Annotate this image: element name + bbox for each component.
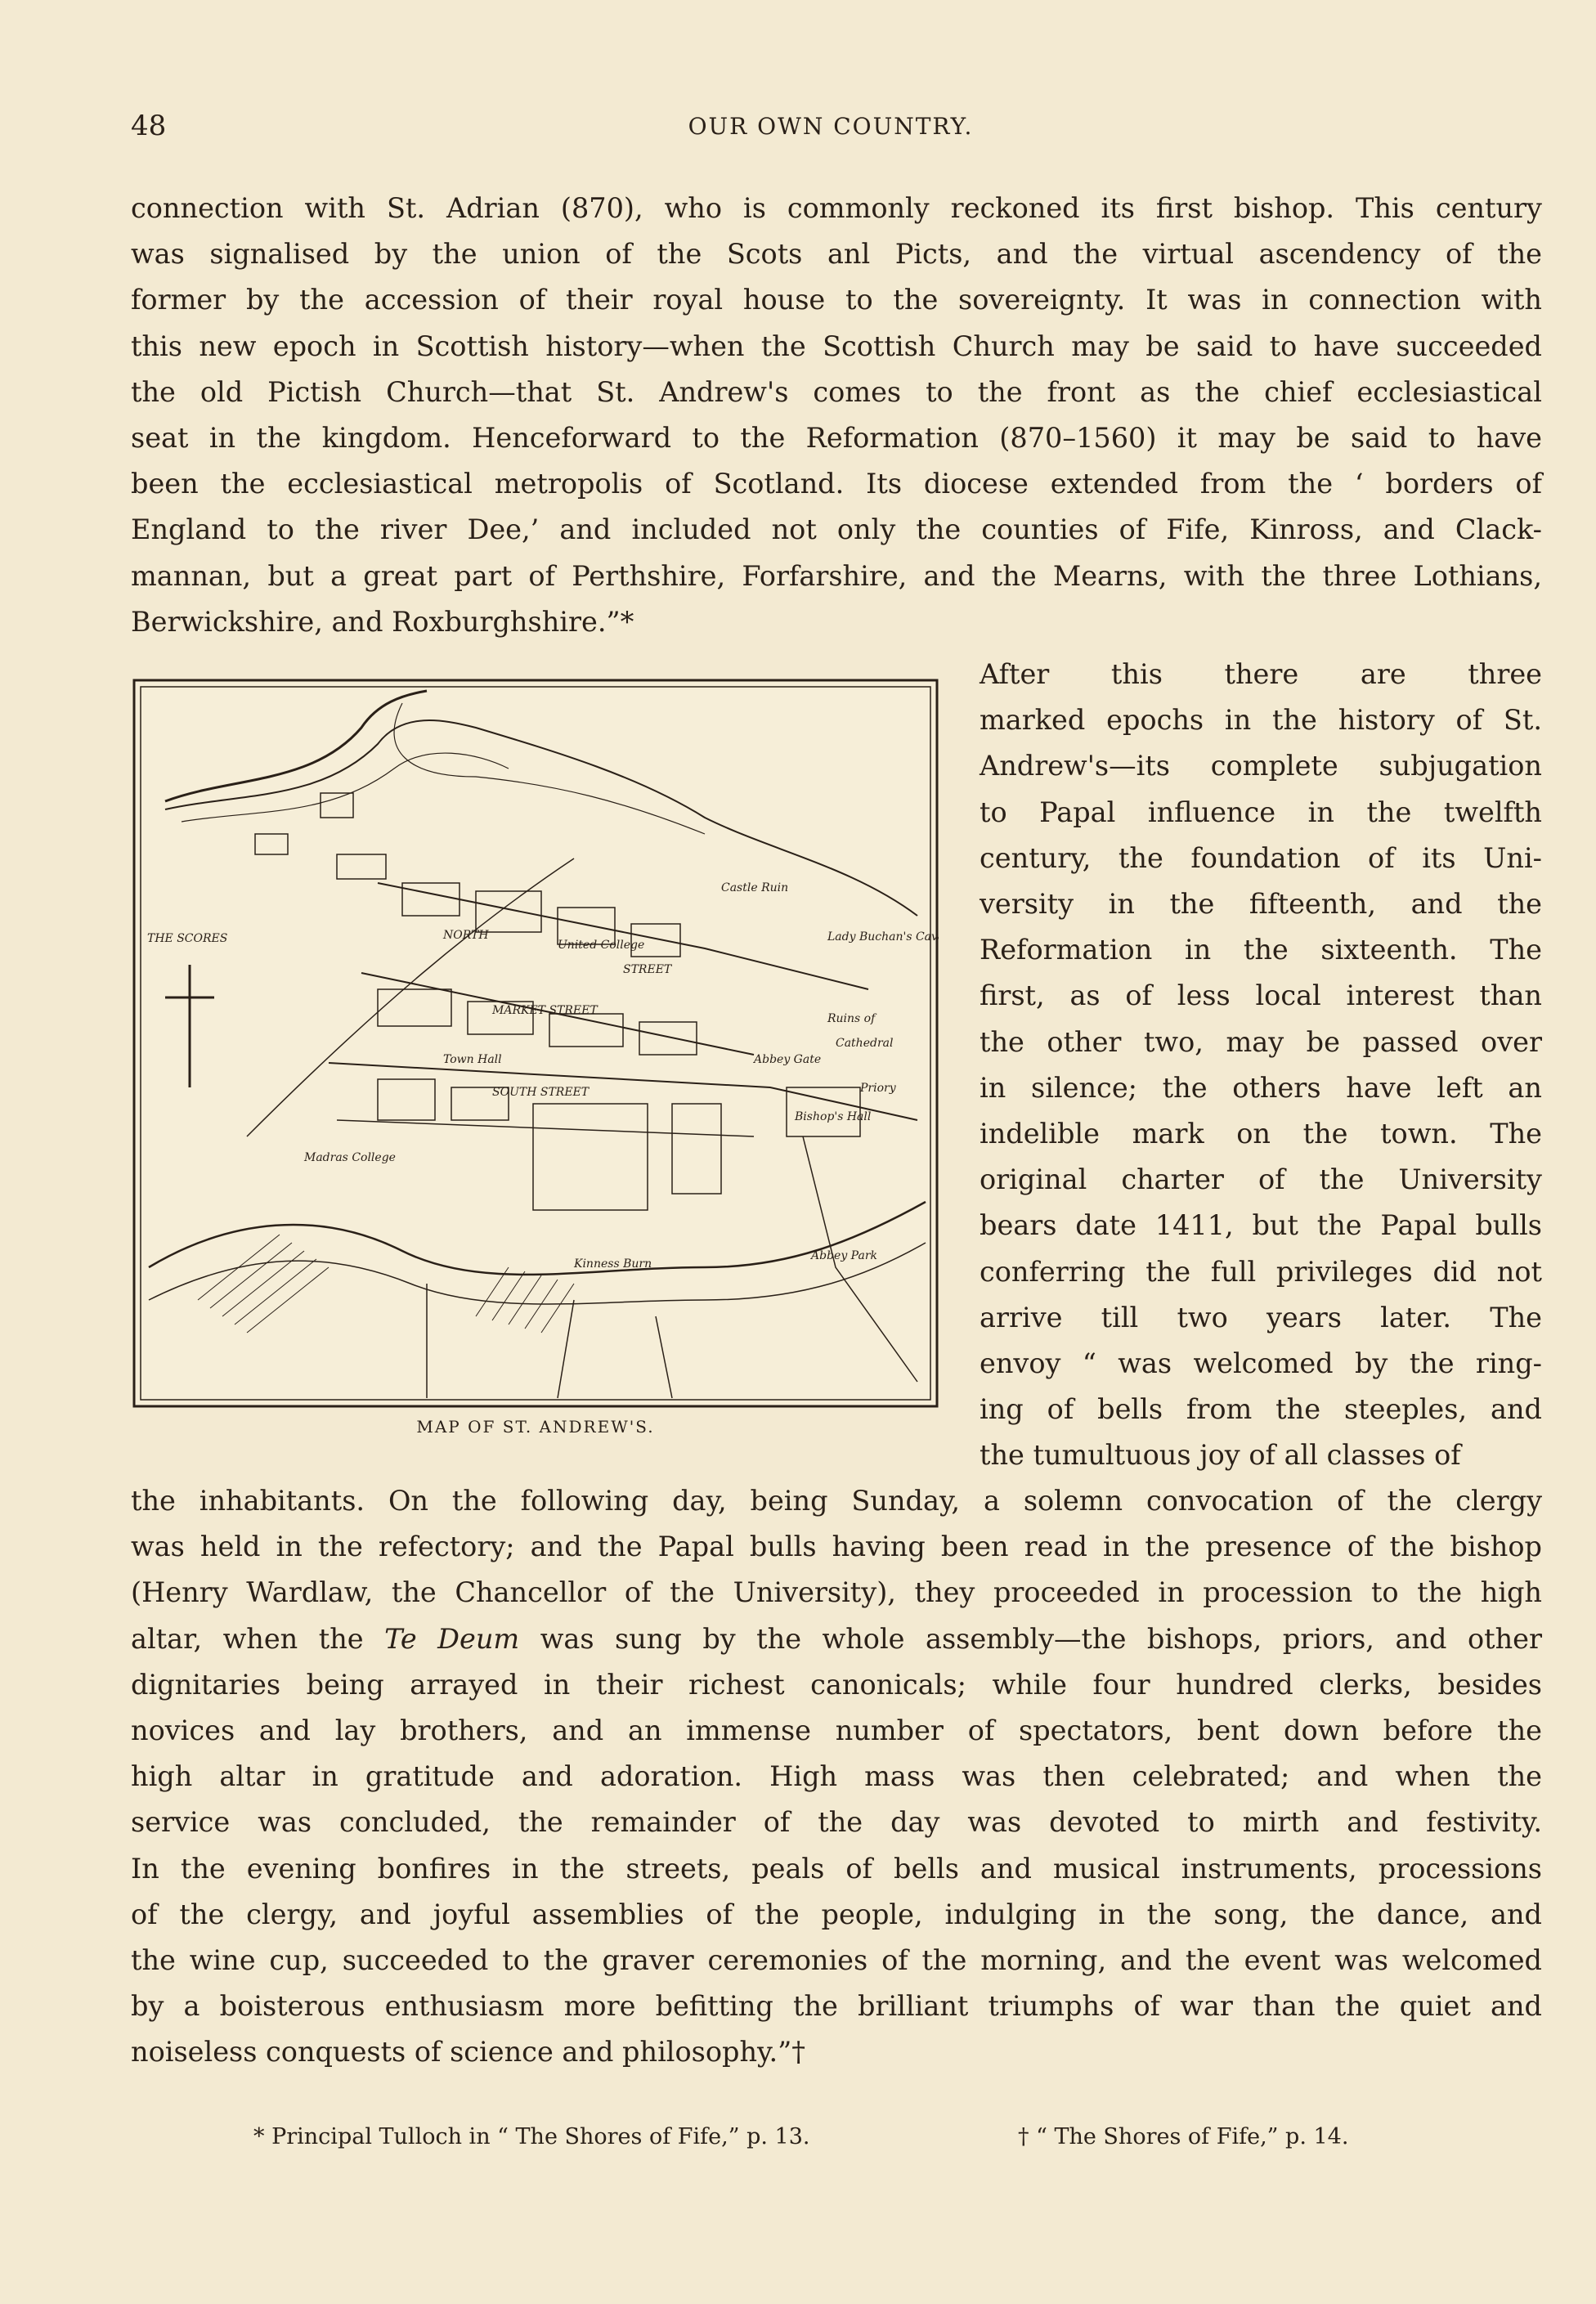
text-line: by a boisterous enthusiasm more befitting the brilliant triumphs of war than the quiet and bbox=[131, 1990, 1542, 2023]
label-kinness-burn: Kinness Burn bbox=[574, 1257, 652, 1271]
te-deum-after: was sung by the whole assembly—the bishops, priors, and other bbox=[519, 1622, 1542, 1655]
text-line: of the clergy, and joyful assemblies of the people, indulging in the song, the dance, and bbox=[131, 1898, 1542, 1930]
text-line: marked epochs in the history of St. bbox=[980, 704, 1542, 737]
text-line: the tumultuous joy of all classes of bbox=[980, 1439, 1461, 1472]
text-line: seat in the kingdom. Henceforward to the Reformation (870–1560) it may be said to have bbox=[131, 422, 1542, 454]
label-south-street: SOUTH STREET bbox=[492, 1086, 590, 1099]
text-line: original charter of the University bbox=[980, 1163, 1542, 1196]
te-deum-before: altar, when the bbox=[131, 1622, 385, 1655]
label-bishops-hall: Bishop's Hall bbox=[795, 1110, 872, 1123]
label-abbey-park: Abbey Park bbox=[811, 1249, 877, 1262]
text-line: in silence; the others have left an bbox=[980, 1071, 1542, 1104]
text-line: envoy “ was welcomed by the ring- bbox=[980, 1347, 1542, 1379]
label-castle: Castle Ruin bbox=[721, 881, 789, 894]
text-line: bears date 1411, but the Papal bulls bbox=[980, 1209, 1542, 1242]
text-line: noiseless conquests of science and philosophy.”† bbox=[131, 2036, 806, 2069]
text-line: this new epoch in Scottish history—when the Scottish Church may be said to have succeeded bbox=[131, 329, 1542, 362]
page-number: 48 bbox=[131, 110, 167, 142]
text-line: (Henry Wardlaw, the Chancellor of the University), they proceeded in procession to the high bbox=[131, 1576, 1542, 1609]
map-illustration bbox=[132, 679, 939, 1408]
label-madras-college: Madras College bbox=[304, 1151, 396, 1164]
running-title: OUR OWN COUNTRY. bbox=[688, 113, 974, 140]
text-line: connection with St. Adrian (870), who is commonly reckoned its first bishop. This century bbox=[131, 192, 1542, 224]
text-line: novices and lay brothers, and an immense number of spectators, bent down before the bbox=[131, 1715, 1542, 1746]
text-line: ing of bells from the steeples, and bbox=[980, 1393, 1542, 1426]
footnote-1: * Principal Tulloch in “ The Shores of Fife,” p. 13. bbox=[253, 2124, 810, 2149]
text-line: service was concluded, the remainder of the day was devoted to mirth and festivity. bbox=[131, 1806, 1542, 1839]
text-line: was signalised by the union of the Scots anl Picts, and the virtual ascendency of the bbox=[131, 238, 1542, 271]
label-lady-buchan: Lady Buchan's Cave bbox=[827, 930, 939, 944]
text-line: In the evening bonfires in the streets, peals of bells and musical instruments, processions bbox=[131, 1852, 1542, 1885]
text-line: century, the foundation of its Uni- bbox=[980, 841, 1542, 874]
label-town-hall: Town Hall bbox=[443, 1053, 502, 1066]
text-line: Berwickshire, and Roxburghshire.”* bbox=[131, 605, 634, 638]
label-scores: THE SCORES bbox=[147, 932, 228, 945]
text-line: Reformation in the sixteenth. The bbox=[980, 934, 1542, 966]
text-line: first, as of less local interest than bbox=[980, 979, 1542, 1012]
text-line: England to the river Dee,’ and included not only the counties of Fife, Kinross, and Clack- bbox=[131, 513, 1542, 546]
text-line: to Papal influence in the twelfth bbox=[980, 796, 1542, 828]
label-ruins: Ruins of bbox=[827, 1012, 876, 1025]
text-line: arrive till two years later. The bbox=[980, 1301, 1542, 1334]
text-line: the inhabitants. On the following day, being Sunday, a solemn convocation of the clergy bbox=[131, 1485, 1542, 1517]
text-line: the wine cup, succeeded to the graver ceremonies of the morning, and the event was welcomed bbox=[131, 1944, 1542, 1976]
label-street: STREET bbox=[623, 963, 672, 976]
text-line: been the ecclesiastical metropolis of Scotland. Its diocese extended from the ‘ borders of bbox=[131, 468, 1542, 500]
label-abbey-gate: Abbey Gate bbox=[754, 1053, 822, 1066]
label-cathedral: Cathedral bbox=[836, 1037, 894, 1050]
text-line: was held in the refectory; and the Papal bulls having been read in the presence of the bishop bbox=[131, 1531, 1542, 1563]
text-line: Andrew's—its complete subjugation bbox=[980, 750, 1542, 782]
te-deum-italic: Te Deum bbox=[384, 1622, 520, 1655]
footnote-2: † “ The Shores of Fife,” p. 14. bbox=[1018, 2124, 1349, 2149]
text-line: mannan, but a great part of Perthshire, Forfarshire, and the Mearns, with the three Lothians, bbox=[131, 559, 1542, 592]
label-united-college: United College bbox=[558, 939, 645, 952]
text-line: former by the accession of their royal house to the sovereignty. It was in connection with bbox=[131, 284, 1542, 316]
label-north: NORTH bbox=[443, 929, 489, 942]
text-line: dignitaries being arrayed in their richest canonicals; while four hundred clerks, besides bbox=[131, 1668, 1542, 1701]
text-line: indelible mark on the town. The bbox=[980, 1118, 1542, 1150]
text-line: versity in the fifteenth, and the bbox=[980, 888, 1542, 920]
text-line bbox=[131, 1623, 1542, 1656]
map-drawing bbox=[132, 679, 939, 1408]
text-line: conferring the full privileges did not bbox=[980, 1255, 1542, 1288]
label-market-street: MARKET STREET bbox=[492, 1004, 598, 1017]
page-header bbox=[131, 110, 1531, 150]
text-line: the other two, may be passed over bbox=[980, 1025, 1542, 1058]
text-line: the old Pictish Church—that St. Andrew's comes to the front as the chief ecclesiastical bbox=[131, 375, 1542, 408]
map-caption: MAP OF ST. ANDREW'S. bbox=[416, 1417, 655, 1437]
text-line: high altar in gratitude and adoration. High mass was then celebrated; and when the bbox=[131, 1760, 1542, 1793]
label-priory: Priory bbox=[860, 1082, 896, 1095]
text-line: After this there are three bbox=[980, 658, 1542, 690]
